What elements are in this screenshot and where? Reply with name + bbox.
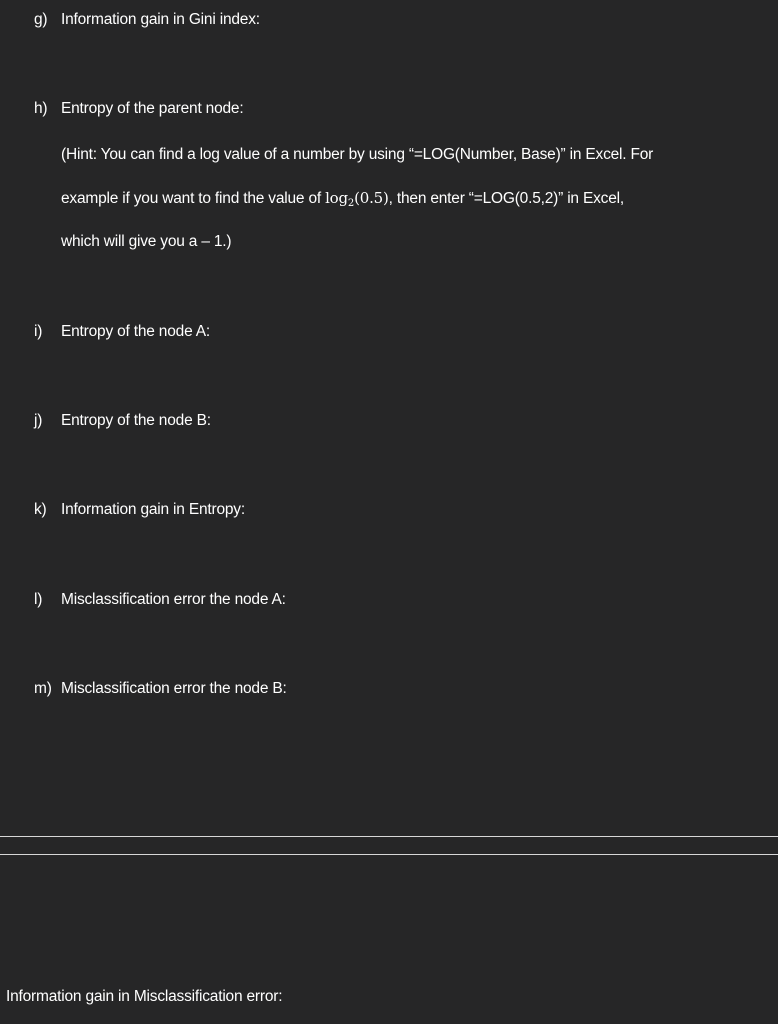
question-label: l) — [34, 591, 43, 608]
question-label: k) — [34, 501, 47, 518]
question-text: Entropy of the node A: — [61, 323, 210, 340]
log-function: log — [325, 189, 348, 207]
log-argument: (0.5) — [354, 189, 389, 207]
question-text: Entropy of the parent node: — [61, 100, 244, 117]
question-i — [34, 323, 210, 341]
hint-line-1: (Hint: You can find a log value of a number by using “=LOG(Number, Base)” in Excel. For — [61, 146, 654, 163]
divider-bottom — [0, 854, 778, 855]
log-expression — [325, 189, 389, 207]
hint-line-3: which will give you a – 1.) — [61, 233, 232, 250]
divider-top — [0, 836, 778, 837]
question-m — [34, 680, 287, 698]
hint-text-before: example if you want to find the value of — [61, 190, 326, 207]
question-j — [34, 412, 211, 430]
question-text: Misclassification error the node A: — [61, 591, 286, 608]
question-text: Misclassification error the node B: — [61, 680, 287, 697]
question-misclassification-gain: Information gain in Misclassification error: — [6, 988, 283, 1005]
question-g — [34, 11, 260, 29]
question-l — [34, 591, 286, 609]
question-text: Entropy of the node B: — [61, 412, 211, 429]
question-k — [34, 501, 245, 519]
log-base: 2 — [347, 198, 355, 209]
question-h — [34, 100, 243, 118]
hint-line-2 — [61, 189, 624, 208]
question-text: Information gain in Entropy: — [61, 501, 245, 518]
hint-text-after: , then enter “=LOG(0.5,2)” in Excel, — [388, 190, 624, 207]
question-label: h) — [34, 100, 48, 117]
question-label: g) — [34, 11, 48, 28]
question-text: Information gain in Gini index: — [61, 11, 260, 28]
question-label: m) — [34, 680, 52, 697]
question-label: j) — [34, 412, 43, 429]
question-label: i) — [34, 323, 43, 340]
